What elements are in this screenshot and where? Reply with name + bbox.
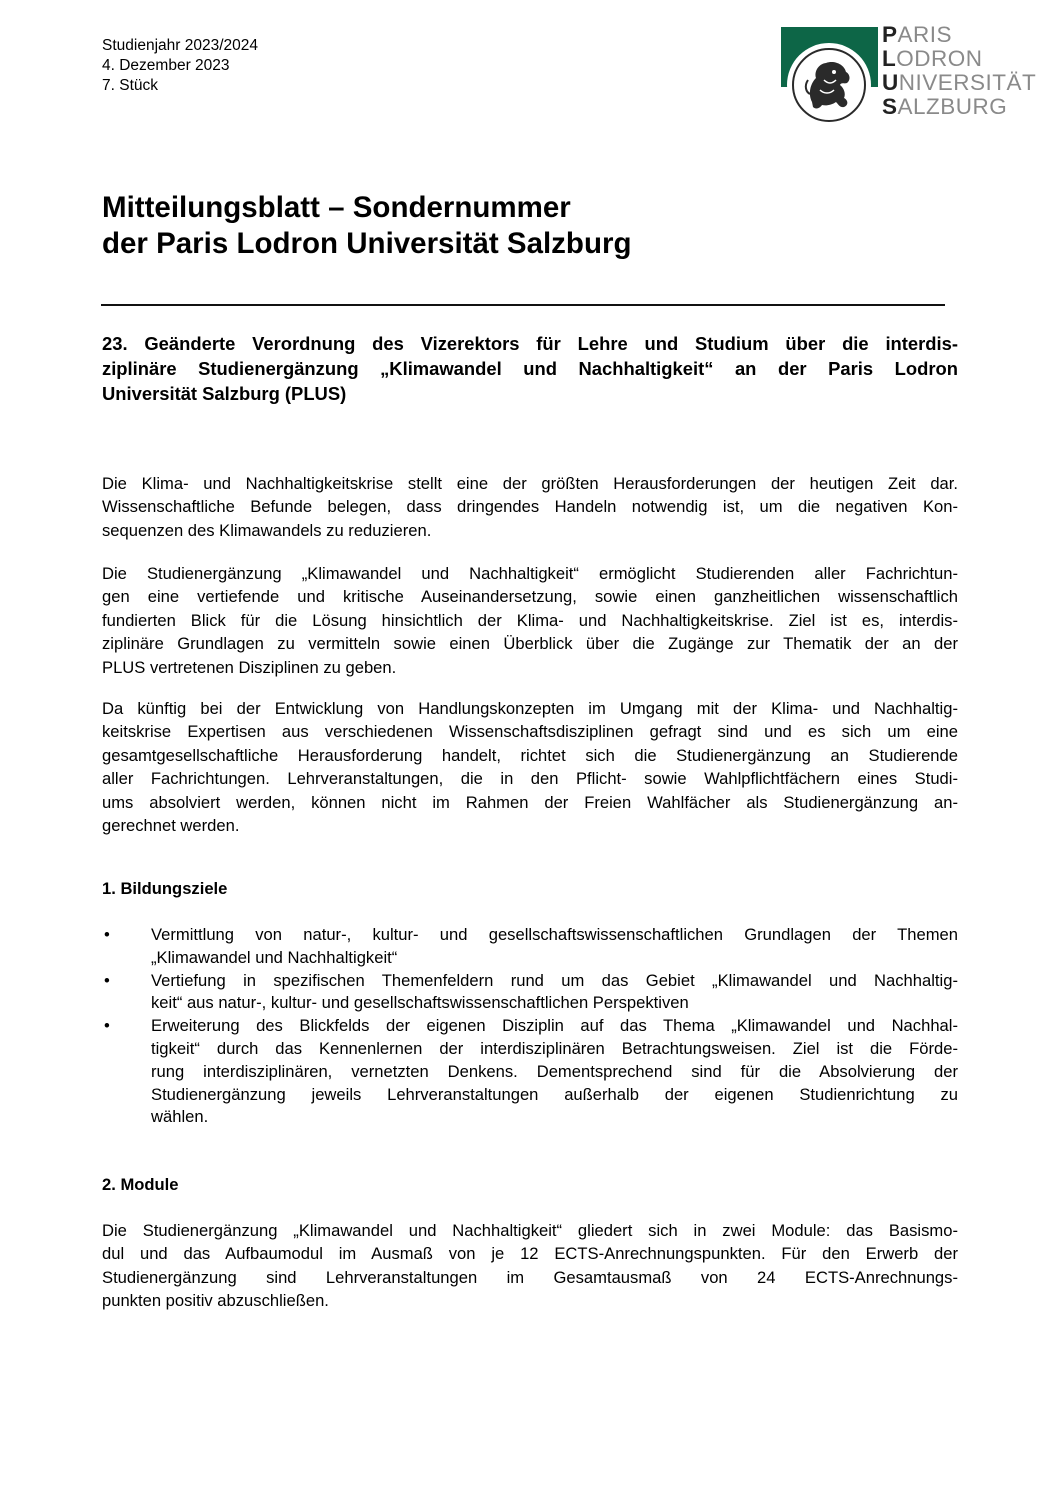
paragraph-line: keitskrise Expertisen aus verschiedenen Wissenschaftsdisziplinen gefragt sind und es sich um eine <box>102 722 958 742</box>
issue-number: 7. Stück <box>102 77 158 94</box>
regulation-title-line: 23. Geänderte Verordnung des Vizerektors für Lehre und Studium über die interdis- <box>102 333 958 354</box>
paragraph-line: PLUS vertretenen Disziplinen zu geben. <box>102 657 397 677</box>
regulation-title <box>102 331 958 406</box>
list-item-line: rung interdisziplinären, vernetzten Denkens. Dementsprechend sind für die Absolvierung der <box>151 1061 958 1081</box>
list-item-line: Erweiterung des Blickfelds der eigenen Disziplin auf das Thema „Klimawandel und Nachhal- <box>151 1016 958 1036</box>
paragraph-line: ums absolviert werden, können nicht im Rahmen der Freien Wahlfächer als Studienergänzung an- <box>102 792 958 812</box>
paragraph-line: aller Fachrichtungen. Lehrveranstaltungen, die in den Pflicht- sowie Wahlpflichtfächern eines Studi- <box>102 769 958 789</box>
section-heading-module: 2. Module <box>102 1175 179 1194</box>
study-year: Studienjahr 2023/2024 <box>102 37 258 54</box>
bullet-icon: • <box>104 970 110 990</box>
logo-wordmark <box>882 23 1036 119</box>
logo-line-paris: PARIS <box>882 22 953 47</box>
list-item-line: wählen. <box>151 1107 209 1127</box>
title-divider <box>101 304 945 306</box>
paragraph-line: Da künftig bei der Entwicklung von Handlungskonzepten im Umgang mit der Klima- und Nachhaltig- <box>102 699 958 718</box>
bullet-icon: • <box>104 925 110 944</box>
list-item-line: Vermittlung von natur-, kultur- und gesellschaftswissenschaftlichen Grundlagen der Themen <box>151 925 958 944</box>
paragraph-line: gerechnet werden. <box>102 816 240 836</box>
section-heading-bildungsziele: 1. Bildungsziele <box>102 879 228 898</box>
paragraph-line: fundierten Blick für die Lösung hinsichtlich der Klima- und Nachhaltigkeitskrise. Ziel ist es, interdis- <box>102 610 958 630</box>
paragraph-line: Wissenschaftliche Befunde belegen, dass dringendes Handeln notwendig ist, um die negativen Kon- <box>102 497 958 517</box>
lion-seal-icon <box>792 48 866 122</box>
logo-line-universitaet: UNIVERSITÄT <box>882 70 1037 95</box>
paragraph-line: Studienergänzung sind Lehrveranstaltungen im Gesamtausmaß von 24 ECTS-Anrechnungs- <box>102 1267 958 1287</box>
list-item-line: tigkeit“ durch das Kennenlernen der interdisziplinären Betrachtungsweisen. Ziel ist die Förde- <box>151 1038 958 1058</box>
list-item-line: Studienergänzung jeweils Lehrveranstaltungen außerhalb der eigenen Studienrichtung zu <box>151 1084 958 1104</box>
logo-line-lodron: LODRON <box>882 46 983 71</box>
document-title <box>102 190 631 262</box>
title-line-2: der Paris Lodron Universität Salzburg <box>102 227 632 260</box>
paragraph-line: punkten positiv abzuschließen. <box>102 1291 329 1311</box>
module-paragraph <box>102 1219 958 1313</box>
paragraph-line: gesamtgesellschaftliche Herausforderung handelt, richtet sich die Studienergänzung an Studierende <box>102 745 958 765</box>
title-line-1: Mitteilungsblatt – Sondernummer <box>102 191 571 224</box>
regulation-title-line: ziplinäre Studienergänzung „Klimawandel und Nachhaltigkeit“ an der Paris Lodron <box>102 358 958 379</box>
intro-paragraph-1 <box>102 472 958 542</box>
paragraph-line: ziplinäre Grundlagen zu vermitteln sowie einen Überblick über die Zugänge zur Thematik der an der <box>102 634 958 654</box>
bildungsziele-list <box>102 924 958 1129</box>
regulation-title-line: Universität Salzburg (PLUS) <box>102 383 347 404</box>
list-item-line: Vertiefung in spezifischen Themenfeldern rund um das Gebiet „Klimawandel und Nachhaltig- <box>151 970 958 990</box>
list-item-line: keit“ aus natur-, kultur- und gesellschaftswissenschaftlichen Perspektiven <box>151 993 689 1013</box>
paragraph-line: Die Studienergänzung „Klimawandel und Nachhaltigkeit“ ermöglicht Studierenden aller Fachrichtun- <box>102 564 958 583</box>
logo-line-salzburg: SALZBURG <box>882 94 1008 119</box>
intro-paragraph-2 <box>102 562 958 679</box>
bullet-icon: • <box>104 1016 110 1036</box>
paragraph-line: Die Klima- und Nachhaltigkeitskrise stellt eine der größten Herausforderungen der heutigen Zeit dar. <box>102 474 958 493</box>
intro-paragraph-3 <box>102 697 958 837</box>
paragraph-line: dul und das Aufbaumodul im Ausmaß von je 12 ECTS-Anrechnungspunkten. Für den Erwerb der <box>102 1244 958 1264</box>
paragraph-line: sequenzen des Klimawandels zu reduzieren. <box>102 520 432 540</box>
list-item <box>102 1015 958 1129</box>
list-item <box>102 970 958 1016</box>
document-meta <box>102 36 258 96</box>
issue-date: 4. Dezember 2023 <box>102 57 230 74</box>
university-logo <box>781 22 1051 127</box>
list-item <box>102 924 958 970</box>
paragraph-line: gen eine vertiefende und kritische Auseinandersetzung, sowie einen ganzheitlichen wissenschaftlich <box>102 587 958 607</box>
paragraph-line: Die Studienergänzung „Klimawandel und Nachhaltigkeit“ gliedert sich in zwei Module: das Basismo- <box>102 1221 958 1240</box>
list-item-line: „Klimawandel und Nachhaltigkeit“ <box>151 947 398 967</box>
